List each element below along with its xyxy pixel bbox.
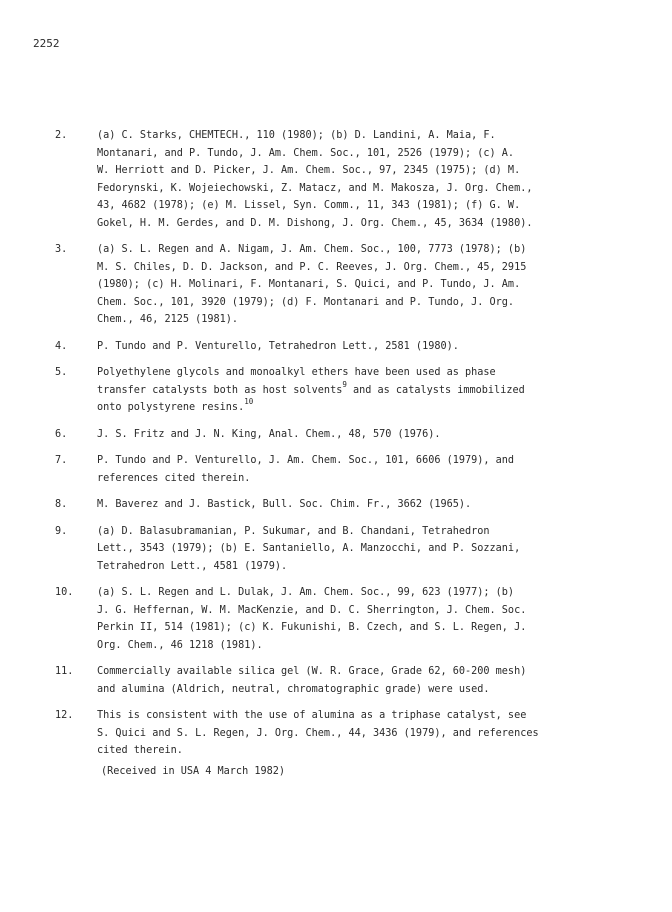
reference-number: 11. bbox=[55, 666, 74, 677]
reference-line: cited therein. bbox=[97, 745, 183, 756]
reference-text bbox=[97, 338, 655, 356]
reference-line: J. G. Heffernan, W. M. MacKenzie, and D. C. Sherrington, J. Chem. Soc. bbox=[97, 604, 527, 616]
reference-line: This is consistent with the use of alumina as a triphase catalyst, see bbox=[97, 710, 527, 721]
reference-line bbox=[97, 399, 655, 417]
reference-number: 9. bbox=[55, 525, 68, 537]
reference-number: 6. bbox=[55, 428, 68, 440]
reference-number: 10. bbox=[55, 587, 74, 598]
reference-line: Chem., 46, 2125 (1981). bbox=[97, 314, 239, 325]
reference-line: Commercially available silica gel (W. R. Grace, Grade 62, 60-200 mesh) bbox=[97, 666, 527, 677]
superscript-citation: 10 bbox=[244, 397, 254, 406]
reference-number: 3. bbox=[55, 244, 68, 255]
reference-line: (1980); (c) H. Molinari, F. Montanari, S. Quici, and P. Tundo, J. Am. bbox=[97, 279, 521, 290]
reference-number: 7. bbox=[55, 455, 68, 466]
reference-line: P. Tundo and P. Venturello, J. Am. Chem. Soc., 101, 6606 (1979), and bbox=[97, 455, 515, 466]
reference-6 bbox=[55, 426, 655, 444]
reference-number: 12. bbox=[55, 710, 74, 721]
reference-number: 2. bbox=[55, 130, 68, 141]
reference-number: 5. bbox=[55, 367, 68, 378]
reference-line: Lett., 3543 (1979); (b) E. Santaniello, A. Manzocchi, and P. Sozzani, bbox=[97, 543, 521, 554]
reference-12 bbox=[55, 707, 655, 760]
reference-3 bbox=[55, 241, 655, 329]
reference-line-text: and as catalysts immobilized bbox=[346, 384, 525, 396]
reference-11 bbox=[55, 663, 655, 698]
reference-line: Polyethylene glycols and monoalkyl ethers have been used as phase bbox=[97, 367, 496, 378]
reference-line: and alumina (Aldrich, neutral, chromatographic grade) were used. bbox=[97, 683, 490, 695]
reference-line: (a) S. L. Regen and A. Nigam, J. Am. Chem. Soc., 100, 7773 (1978); (b) bbox=[97, 244, 527, 255]
reference-line: (a) C. Starks, CHEMTECH., 110 (1980); (b) D. Landini, A. Maia, F. bbox=[97, 130, 496, 141]
reference-line: M. Baverez and J. Bastick, Bull. Soc. Chim. Fr., 3662 (1965). bbox=[97, 499, 472, 510]
reference-text bbox=[97, 523, 655, 576]
reference-line: (a) S. L. Regen and L. Dulak, J. Am. Chem. Soc., 99, 623 (1977); (b) bbox=[97, 587, 515, 598]
reference-text bbox=[97, 452, 655, 487]
received-date: (Received in USA 4 March 1982) bbox=[101, 766, 286, 777]
reference-line bbox=[97, 379, 655, 400]
reference-line: M. S. Chiles, D. D. Jackson, and P. C. Reeves, J. Org. Chem., 45, 2915 bbox=[97, 261, 527, 273]
reference-5 bbox=[55, 364, 655, 417]
reference-number: 4. bbox=[55, 340, 68, 352]
reference-4 bbox=[55, 338, 655, 356]
reference-line: Fedorynski, K. Wojeiechowski, Z. Matacz, and M. Makosza, J. Org. Chem., bbox=[97, 182, 533, 194]
reference-2 bbox=[55, 127, 655, 232]
reference-text bbox=[97, 496, 655, 514]
page-number: 2252 bbox=[33, 37, 60, 50]
reference-number: 8. bbox=[55, 499, 68, 510]
reference-line-text: onto polystyrene resins. bbox=[97, 402, 245, 413]
reference-line: Montanari, and P. Tundo, J. Am. Chem. Soc., 101, 2526 (1979); (c) A. bbox=[97, 147, 515, 159]
reference-line: S. Quici and S. L. Regen, J. Org. Chem., 44, 3436 (1979), and references bbox=[97, 727, 539, 739]
reference-line: Gokel, H. M. Gerdes, and D. M. Dishong, J. Org. Chem., 45, 3634 (1980). bbox=[97, 217, 533, 229]
reference-line: P. Tundo and P. Venturello, Tetrahedron Lett., 2581 (1980). bbox=[97, 340, 459, 352]
reference-text bbox=[97, 426, 655, 444]
reference-line-text: transfer catalysts both as host solvents bbox=[97, 384, 343, 396]
reference-line: (a) D. Balasubramanian, P. Sukumar, and B. Chandani, Tetrahedron bbox=[97, 525, 490, 537]
reference-line: J. S. Fritz and J. N. King, Anal. Chem., 48, 570 (1976). bbox=[97, 428, 441, 440]
reference-list bbox=[55, 127, 655, 769]
reference-text bbox=[97, 584, 655, 654]
reference-line: Chem. Soc., 101, 3920 (1979); (d) F. Montanari and P. Tundo, J. Org. bbox=[97, 296, 515, 308]
superscript-citation: 9 bbox=[342, 379, 347, 389]
reference-text bbox=[97, 364, 655, 417]
reference-text bbox=[97, 127, 655, 232]
reference-8 bbox=[55, 496, 655, 514]
reference-text bbox=[97, 707, 655, 760]
reference-line: references cited therein. bbox=[97, 472, 251, 484]
reference-line: Tetrahedron Lett., 4581 (1979). bbox=[97, 560, 288, 572]
reference-10 bbox=[55, 584, 655, 654]
reference-line: Org. Chem., 46 1218 (1981). bbox=[97, 639, 263, 651]
reference-text bbox=[97, 241, 655, 329]
reference-text bbox=[97, 663, 655, 698]
reference-line: Perkin II, 514 (1981); (c) K. Fukunishi, B. Czech, and S. L. Regen, J. bbox=[97, 622, 527, 633]
reference-7 bbox=[55, 452, 655, 487]
reference-line: 43, 4682 (1978); (e) M. Lissel, Syn. Comm., 11, 343 (1981); (f) G. W. bbox=[97, 200, 521, 211]
reference-9 bbox=[55, 523, 655, 576]
reference-line: W. Herriott and D. Picker, J. Am. Chem. Soc., 97, 2345 (1975); (d) M. bbox=[97, 165, 521, 176]
